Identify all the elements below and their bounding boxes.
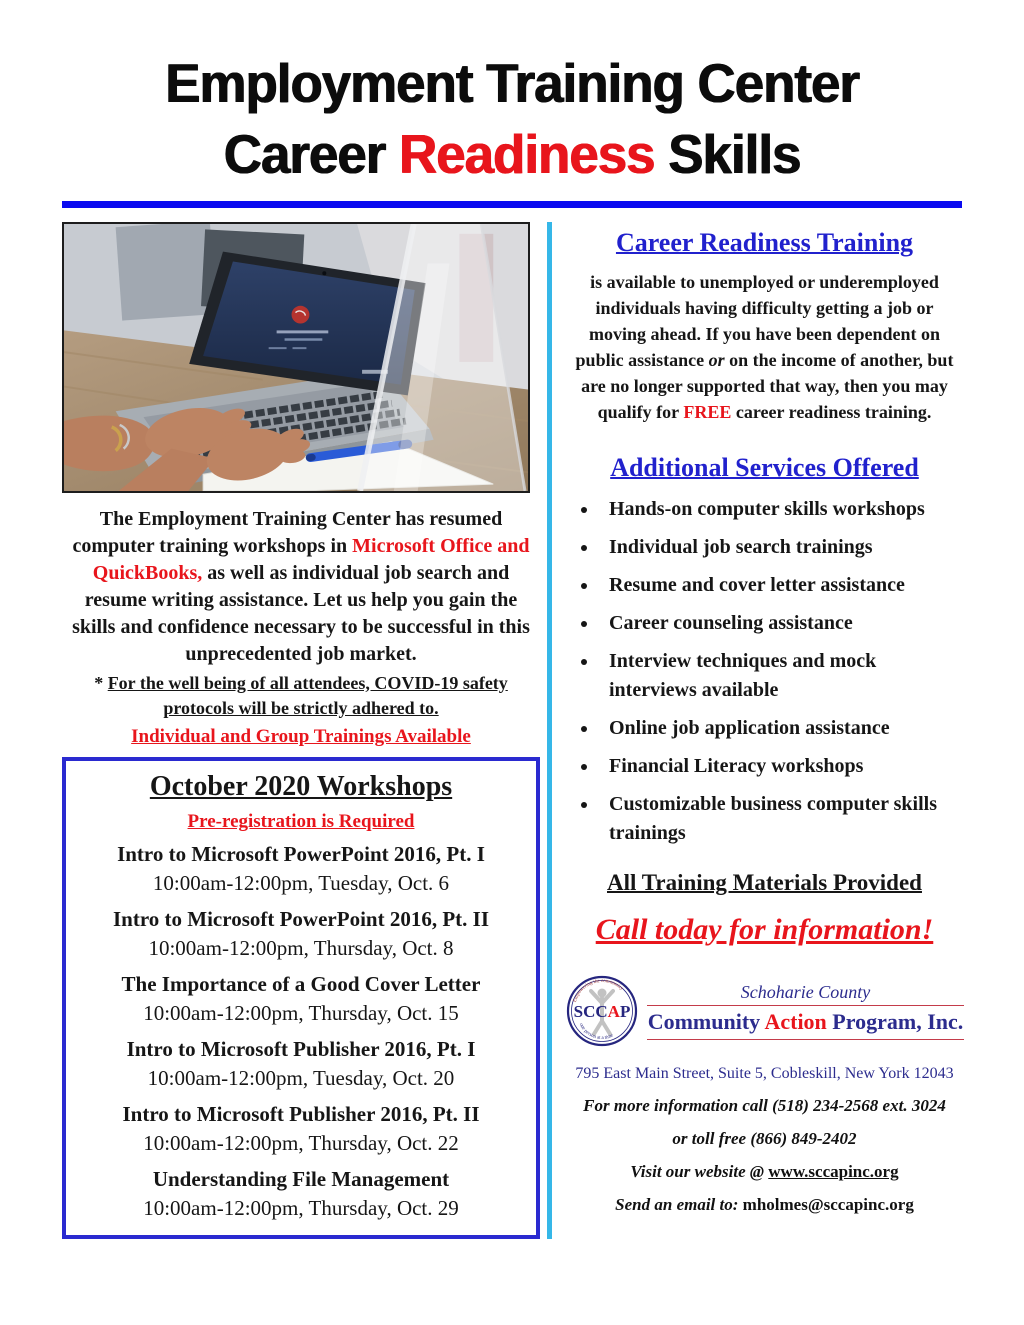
website-prefix: Visit our website @ (630, 1161, 769, 1181)
call-to-action: Call today for information! (595, 912, 934, 946)
org-name-post: Program, Inc. (826, 1008, 964, 1034)
service-item: • Online job application assistance (599, 714, 964, 743)
workshop-time: 10:00am-12:00pm, Thursday, Oct. 8 (148, 935, 454, 960)
two-column-content (62, 222, 964, 1239)
left-column (62, 222, 540, 1239)
workshop-time: 10:00am-12:00pm, Tuesday, Oct. 20 (147, 1065, 455, 1090)
email-line (565, 1195, 964, 1215)
horizontal-rule (62, 201, 962, 208)
tollfree-line: or toll free (866) 849-2402 (672, 1128, 857, 1148)
sccap-logo (565, 967, 639, 1055)
org-name-pre: Community (647, 1008, 765, 1034)
logo-arc-top-text: Empowering the community (572, 978, 624, 1003)
training-free: FREE (683, 401, 732, 422)
laptop-photo-illustration (64, 224, 528, 491)
workshop-name: Understanding File Management (152, 1166, 450, 1191)
workshop-time: 10:00am-12:00pm, Thursday, Oct. 15 (143, 1000, 459, 1025)
intro-part1: The Employment Training Center has resumed computer training workshops in (72, 507, 503, 557)
logo-arc-bottom-text: one person at a time (577, 1022, 615, 1041)
workshop-item (72, 970, 530, 1028)
services-list (565, 495, 964, 848)
workshop-name: The Importance of a Good Cover Letter (121, 971, 481, 996)
workshop-name: Intro to Microsoft Publisher 2016, Pt. II (122, 1101, 480, 1126)
training-or: or (708, 349, 725, 370)
intro-part2: as well as individual job search and resume writing assistance. Let us help you gain the skills and confidence necessary to be successful in this unprecedented job market. (72, 561, 530, 665)
career-readiness-heading: Career Readiness Training (615, 227, 914, 257)
org-county: Schoharie County (647, 982, 964, 1006)
title-career: Career (223, 123, 399, 186)
logo-acronym: SCCAP (573, 1001, 631, 1021)
workshops-subtitle: Pre-registration is Required (187, 810, 415, 832)
website-line (565, 1162, 964, 1182)
covid-text: For the well being of all attendees, COVID-19 safety protocols will be strictly adhered to. (107, 672, 508, 718)
workshop-item (72, 840, 530, 898)
workshops-box (62, 757, 540, 1239)
right-column (552, 222, 964, 1239)
laptop-training-photo (62, 222, 530, 493)
org-address: 795 East Main Street, Suite 5, Cobleskill, New York 12043 (575, 1064, 954, 1082)
title-skills: Skills (654, 123, 801, 186)
phone-line: For more information call (518) 234-2568 ext. 3024 (583, 1095, 946, 1115)
workshop-name: Intro to Microsoft PowerPoint 2016, Pt. II (113, 906, 489, 931)
workshop-name: Intro to Microsoft Publisher 2016, Pt. I (126, 1036, 476, 1061)
intro-highlight: Microsoft Office and QuickBooks, (92, 534, 530, 584)
service-item: • Individual job search trainings (599, 533, 964, 562)
page-title-line2 (20, 123, 1003, 186)
service-item: • Interview techniques and mock interviews available (599, 647, 964, 705)
workshop-time: 10:00am-12:00pm, Thursday, Oct. 29 (143, 1195, 459, 1220)
service-item: • Financial Literacy workshops (599, 752, 964, 781)
workshop-item (72, 905, 530, 963)
email-address: mholmes@sccapinc.org (742, 1194, 914, 1214)
career-readiness-paragraph (565, 269, 964, 425)
training-p2: on the income of another, but are no longer supported that way, then you may qualify for (581, 349, 954, 422)
organization-name-block (647, 982, 964, 1040)
group-trainings-note: Individual and Group Trainings Available (131, 725, 471, 747)
workshop-name: Intro to Microsoft PowerPoint 2016, Pt. I (117, 841, 485, 866)
workshop-item (72, 1165, 530, 1223)
page-title-line1: Employment Training Center (165, 52, 859, 114)
service-item: • Career counseling assistance (599, 609, 964, 638)
training-p1: is available to unemployed or underemployed individuals having difficulty getting a job or moving ahead. If you have been dependent on public assistance (575, 271, 941, 370)
service-item: • Hands-on computer skills workshops (599, 495, 964, 524)
intro-paragraph (62, 506, 540, 668)
workshop-time: 10:00am-12:00pm, Thursday, Oct. 22 (143, 1130, 459, 1155)
service-item: • Resume and cover letter assistance (599, 571, 964, 600)
additional-services-heading: Additional Services Offered (610, 452, 919, 482)
workshop-item (72, 1035, 530, 1093)
training-p3: career readiness training. (731, 401, 932, 422)
title-readiness: Readiness (398, 123, 655, 186)
workshop-item (72, 1100, 530, 1158)
covid-note (62, 671, 540, 721)
website-url: www.sccapinc.org (768, 1161, 899, 1181)
workshops-title: October 2020 Workshops (149, 770, 453, 802)
org-name (647, 1006, 964, 1040)
covid-asterisk: * (94, 672, 108, 693)
service-item: • Customizable business computer skills trainings (599, 790, 964, 848)
materials-provided-note: All Training Materials Provided (607, 869, 922, 895)
title-block (0, 0, 1024, 187)
org-name-action: Action (764, 1008, 827, 1034)
workshop-time: 10:00am-12:00pm, Tuesday, Oct. 6 (152, 870, 450, 895)
email-prefix: Send an email to: (615, 1194, 743, 1214)
organization-block (565, 967, 964, 1055)
